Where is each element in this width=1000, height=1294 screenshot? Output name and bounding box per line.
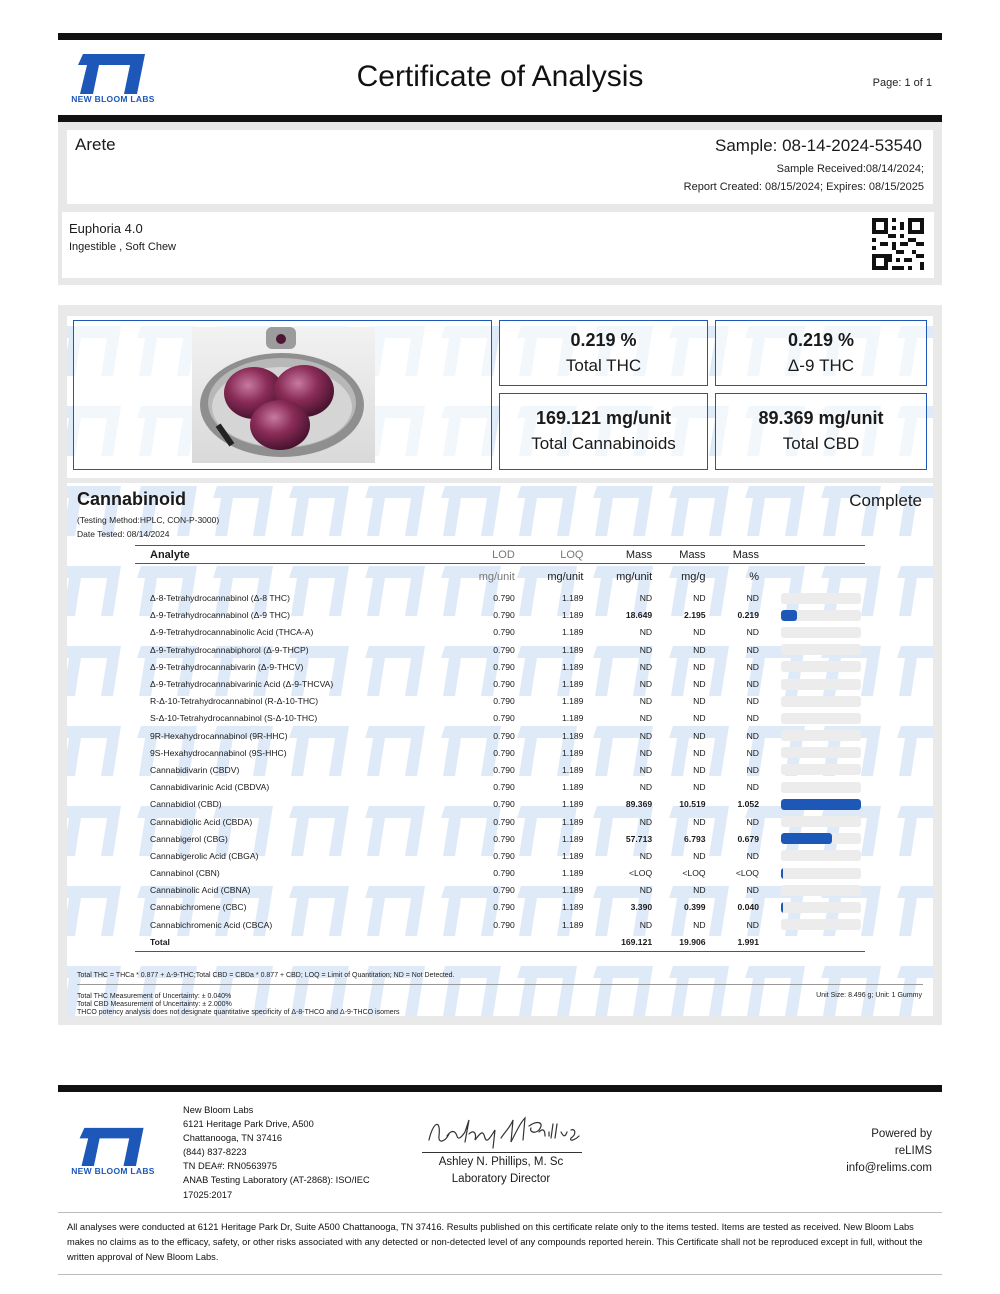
disclaimer-rule	[58, 1212, 942, 1213]
concentration-bar-fill	[781, 868, 783, 879]
signer-name: Ashley N. Phillips, M. Sc	[438, 1156, 564, 1168]
signature-line	[422, 1152, 582, 1153]
powered-by-email[interactable]: info@relims.com	[846, 1162, 932, 1174]
lod-value: 0.790	[493, 885, 515, 896]
col-mass-pct: Mass	[710, 546, 763, 564]
mass-pct-value: ND	[746, 679, 759, 690]
watermark-mark	[745, 486, 805, 536]
watermark-mark	[897, 806, 933, 856]
watermark-mark	[67, 886, 121, 936]
loq-value: 1.189	[561, 593, 584, 604]
concentration-bar-track	[781, 850, 861, 861]
signer-block	[400, 1154, 602, 1188]
table-row	[135, 847, 865, 864]
concentration-bar-cell	[763, 779, 865, 796]
mass-mg-g-value: 2.195	[684, 610, 706, 621]
loq-value: 1.189	[561, 782, 584, 793]
client-name: Arete	[75, 135, 116, 154]
mass-pct-value: ND	[746, 747, 759, 758]
top-rule	[58, 33, 942, 40]
sample-received: Sample Received:08/14/2024;	[776, 163, 924, 175]
lod-value: 0.790	[493, 799, 515, 810]
total-thc-value: 0.219 %	[570, 330, 637, 350]
concentration-bar-cell	[763, 813, 865, 830]
loq-value: 1.189	[561, 747, 584, 758]
analyte-name: Δ-9-Tetrahydrocannabinolic Acid (THCA-A)	[150, 627, 314, 638]
table-row	[135, 624, 865, 641]
table-units-row	[135, 564, 865, 590]
concentration-bar-track	[781, 713, 861, 724]
mass-mg-g-value: ND	[693, 816, 706, 827]
product-photo-image	[192, 327, 375, 463]
watermark-mark	[897, 566, 933, 616]
header-rule	[58, 115, 942, 122]
analyte-name: Δ-9-Tetrahydrocannabivarinic Acid (Δ-9-THCVA)	[150, 679, 334, 690]
loq-value: 1.189	[561, 816, 584, 827]
watermark-mark	[67, 806, 121, 856]
mass-pct-value: ND	[746, 885, 759, 896]
watermark-mark	[517, 486, 577, 536]
footer-logo	[67, 1124, 159, 1176]
concentration-bar-cell	[763, 796, 865, 813]
results-table	[135, 545, 865, 952]
analyte-name: Δ-9-Tetrahydrocannabivarin (Δ-9-THCV)	[150, 661, 304, 672]
uncertainty-thc: Total THC Measurement of Uncertainty: ± 0.040%	[77, 993, 232, 1000]
concentration-bar-track	[781, 730, 861, 741]
concentration-bar-cell	[763, 641, 865, 658]
footer-rule	[58, 1085, 942, 1092]
loq-value: 1.189	[561, 644, 584, 655]
mass-pct-value: <LOQ	[735, 868, 759, 879]
analyte-name: Cannabidiol (CBD)	[150, 799, 222, 810]
watermark-mark	[67, 646, 121, 696]
footer-logo-text: NEW BLOOM LABS	[71, 1166, 155, 1176]
concentration-bar-cell	[763, 675, 865, 692]
lab-anab-1: ANAB Testing Laboratory (AT-2868): ISO/IEC	[183, 1175, 370, 1186]
date-tested: Date Tested: 08/14/2024	[77, 529, 170, 539]
new-bloom-logo-icon	[67, 1124, 159, 1166]
lod-value: 0.790	[493, 833, 515, 844]
loq-value: 1.189	[561, 850, 584, 861]
analyte-name: Cannabidiolic Acid (CBDA)	[150, 816, 253, 827]
table-row	[135, 830, 865, 847]
lod-value: 0.790	[493, 730, 515, 741]
table-row	[135, 796, 865, 813]
table-row	[135, 710, 865, 727]
lod-value: 0.790	[493, 593, 515, 604]
d9-thc-value: 0.219 %	[787, 330, 855, 350]
table-row	[135, 882, 865, 899]
mass-mg-unit-value: ND	[639, 679, 653, 690]
report-dates: Report Created: 08/15/2024; Expires: 08/15/2025	[683, 181, 924, 193]
section-divider	[67, 478, 933, 483]
lod-value: 0.790	[493, 696, 515, 707]
watermark-mark	[365, 486, 425, 536]
table-header-row	[135, 546, 865, 564]
table-row	[135, 899, 865, 916]
concentration-bar-cell	[763, 847, 865, 864]
loq-value: 1.189	[561, 696, 584, 707]
mass-mg-unit-value: ND	[639, 850, 653, 861]
total-thc-label: Total THC	[565, 356, 642, 375]
loq-value: 1.189	[561, 902, 584, 913]
col-mass-mg-unit: Mass	[587, 546, 656, 564]
concentration-bar-fill	[781, 799, 861, 810]
analyte-name: Δ-9-Tetrahydrocannabinol (Δ-9 THC)	[150, 610, 290, 621]
mass-mg-g-value: ND	[693, 679, 706, 690]
mass-mg-g-value: ND	[693, 850, 706, 861]
total-cbd-value: 89.369 mg/unit	[758, 408, 884, 428]
mass-mg-g-value: 10.519	[679, 799, 706, 810]
concentration-bar-cell	[763, 590, 865, 607]
col-mass-mg-g: Mass	[656, 546, 709, 564]
total-cannabinoids-value: 169.121 mg/unit	[535, 408, 672, 428]
lab-address	[183, 1103, 370, 1202]
mass-mg-unit-value: 57.713	[625, 833, 653, 844]
mass-mg-g-value: ND	[693, 644, 706, 655]
mass-mg-g-value: ND	[693, 713, 706, 724]
testing-method: (Testing Method:HPLC, CON-P-3000)	[77, 515, 220, 525]
lod-value: 0.790	[493, 661, 515, 672]
analyte-name: 9R-Hexahydrocannabinol (9R-HHC)	[150, 730, 288, 741]
concentration-bar-cell	[763, 916, 865, 933]
lod-value: 0.790	[493, 610, 515, 621]
mass-pct-value: 0.219	[737, 610, 759, 621]
concentration-bar-fill	[781, 833, 832, 844]
unit-mass-pct: %	[749, 570, 759, 583]
metric-total-cbd	[715, 393, 927, 470]
analyte-name: R-Δ-10-Tetrahydrocannabinol (R-Δ-10-THC)	[150, 696, 319, 707]
product-type: Ingestible , Soft Chew	[69, 241, 177, 253]
analyte-name: Cannabigerol (CBG)	[150, 833, 228, 844]
mass-pct-value: ND	[746, 696, 759, 707]
uncertainty-cbd: Total CBD Measurement of Uncertainty: ± 2.000%	[77, 1001, 232, 1008]
formula-note: Total THC = THCa * 0.877 + Δ-9-THC;Total CBD = CBDa * 0.877 + CBD; LOQ = Limit of Quantitation; ND = Not Detected.	[77, 972, 455, 979]
lod-value: 0.790	[493, 713, 515, 724]
analyte-name: Cannabidivarin (CBDV)	[150, 764, 240, 775]
loq-value: 1.189	[561, 919, 584, 930]
lod-value: 0.790	[493, 644, 515, 655]
table-row	[135, 916, 865, 933]
lod-value: 0.790	[493, 747, 515, 758]
loq-value: 1.189	[561, 764, 584, 775]
analyte-name: Cannabichromene (CBC)	[150, 902, 247, 913]
concentration-bar-track	[781, 696, 861, 707]
mass-mg-unit-value: ND	[639, 764, 653, 775]
mass-mg-g-value: 0.399	[684, 902, 706, 913]
table-row	[135, 779, 865, 796]
concentration-bar-cell	[763, 899, 865, 916]
mass-pct-value: ND	[746, 593, 759, 604]
bottom-rule	[58, 1274, 942, 1275]
lod-value: 0.790	[493, 868, 515, 879]
powered-by-label: Powered by	[871, 1128, 932, 1140]
lod-value: 0.790	[493, 902, 515, 913]
concentration-bar-track	[781, 868, 861, 879]
analyte-name: Cannabinolic Acid (CBNA)	[150, 885, 251, 896]
loq-value: 1.189	[561, 679, 584, 690]
lod-value: 0.790	[493, 816, 515, 827]
mass-pct-value: ND	[746, 919, 759, 930]
analyte-name: Cannabinol (CBN)	[150, 868, 220, 879]
concentration-bar-cell	[763, 830, 865, 847]
mass-pct-value: ND	[746, 782, 759, 793]
lab-name: New Bloom Labs	[183, 1105, 254, 1115]
signer-title: Laboratory Director	[451, 1173, 551, 1185]
lod-value: 0.790	[493, 627, 515, 638]
unit-lod: mg/unit	[478, 570, 515, 583]
mass-pct-value: ND	[746, 730, 759, 741]
watermark-mark	[593, 486, 653, 536]
concentration-bar-track	[781, 782, 861, 793]
col-loq: LOQ	[519, 546, 588, 564]
table-row	[135, 813, 865, 830]
mass-pct-value: ND	[746, 850, 759, 861]
concentration-bar-cell	[763, 658, 865, 675]
total-pct: 1.991	[710, 933, 763, 951]
table-total-row	[135, 933, 865, 951]
concentration-bar-fill	[781, 610, 797, 621]
unit-mass-mg-unit: mg/unit	[616, 570, 653, 583]
mass-mg-g-value: ND	[693, 782, 706, 793]
logo-text: NEW BLOOM LABS	[71, 94, 155, 104]
mass-mg-g-value: ND	[693, 627, 706, 638]
lod-value: 0.790	[493, 679, 515, 690]
mass-mg-unit-value: ND	[639, 919, 653, 930]
loq-value: 1.189	[561, 868, 584, 879]
mass-mg-unit-value: ND	[639, 747, 653, 758]
concentration-bar-track	[781, 661, 861, 672]
analyte-name: Δ-8-Tetrahydrocannabinol (Δ-8 THC)	[150, 593, 290, 604]
loq-value: 1.189	[561, 610, 584, 621]
mass-mg-unit-value: 3.390	[630, 902, 653, 913]
table-row	[135, 658, 865, 675]
analyte-name: Δ-9-Tetrahydrocannabiphorol (Δ-9-THCP)	[150, 644, 309, 655]
concentration-bar-cell	[763, 693, 865, 710]
total-cbd-label: Total CBD	[782, 434, 860, 453]
disclaimer: All analyses were conducted at 6121 Heritage Park Dr, Suite A500 Chattanooga, TN 37416. Results published on this certificate relate only to the items tested. Items are tested as received. New Bloom Labs makes no claims as to the efficacy, safety, or other risks associated with any detected or non-detected level of any compounds reported herein. This Certificate shall not be reproduced except in full, without the written approval of New Bloom Labs.	[67, 1222, 923, 1262]
metric-total-cannabinoids	[499, 393, 708, 470]
powered-by-vendor: reLIMS	[894, 1145, 932, 1157]
concentration-bar-track	[781, 885, 861, 896]
section-status: Complete	[849, 491, 922, 510]
unit-loq: mg/unit	[547, 570, 584, 583]
concentration-bar-cell	[763, 624, 865, 641]
mass-mg-g-value: ND	[693, 885, 706, 896]
total-mg-g: 19.906	[656, 933, 709, 951]
concentration-bar-track	[781, 833, 861, 844]
watermark-mark	[67, 566, 121, 616]
concentration-bar-track	[781, 799, 861, 810]
analyte-name: Cannabigerolic Acid (CBGA)	[150, 850, 259, 861]
mass-mg-g-value: ND	[693, 661, 706, 672]
metric-d9-thc	[715, 320, 927, 386]
total-cannabinoids-label: Total Cannabinoids	[531, 434, 676, 453]
mass-pct-value: ND	[746, 627, 759, 638]
document-title: Certificate of Analysis	[356, 60, 644, 93]
mass-mg-unit-value: ND	[639, 782, 653, 793]
loq-value: 1.189	[561, 713, 584, 724]
loq-value: 1.189	[561, 833, 584, 844]
concentration-bar-cell	[763, 607, 865, 624]
table-row	[135, 865, 865, 882]
total-label: Total	[135, 933, 450, 951]
page-number: Page: 1 of 1	[872, 77, 932, 89]
mass-mg-unit-value: ND	[639, 885, 653, 896]
powered-by	[846, 1126, 932, 1177]
loq-value: 1.189	[561, 799, 584, 810]
loq-value: 1.189	[561, 627, 584, 638]
d9-thc-label: Δ-9 THC	[787, 356, 855, 375]
table-row	[135, 693, 865, 710]
signature-image	[425, 1112, 580, 1152]
watermark-mark	[289, 486, 349, 536]
concentration-bar-track	[781, 593, 861, 604]
mass-mg-g-value: ND	[693, 730, 706, 741]
table-row	[135, 727, 865, 744]
concentration-bar-cell	[763, 865, 865, 882]
concentration-bar-track	[781, 902, 861, 913]
mass-pct-value: ND	[746, 644, 759, 655]
mass-pct-value: ND	[746, 713, 759, 724]
total-mg-unit: 169.121	[587, 933, 656, 951]
concentration-bar-track	[781, 816, 861, 827]
lod-value: 0.790	[493, 782, 515, 793]
unit-size: Unit Size: 8.496 g; Unit: 1 Gummy	[816, 992, 922, 999]
address-line-1: 6121 Heritage Park Drive, A500	[183, 1119, 314, 1130]
table-row	[135, 744, 865, 761]
product-name: Euphoria 4.0	[69, 221, 143, 236]
address-line-2: Chattanooga, TN 37416	[183, 1133, 283, 1144]
concentration-bar-cell	[763, 710, 865, 727]
concentration-bar-track	[781, 644, 861, 655]
mass-mg-g-value: ND	[693, 919, 706, 930]
table-row	[135, 675, 865, 692]
qr-code-icon	[872, 218, 924, 270]
loq-value: 1.189	[561, 885, 584, 896]
mass-pct-value: 1.052	[737, 799, 759, 810]
concentration-bar-track	[781, 679, 861, 690]
analyte-name: Cannabichromenic Acid (CBCA)	[150, 919, 273, 930]
mass-mg-unit-value: ND	[639, 593, 653, 604]
mass-pct-value: 0.040	[737, 902, 759, 913]
mass-pct-value: ND	[746, 764, 759, 775]
mass-pct-value: 0.679	[737, 833, 759, 844]
mass-mg-unit-value: ND	[639, 696, 653, 707]
mass-mg-unit-value: 89.369	[625, 799, 653, 810]
mass-mg-unit-value: ND	[639, 627, 653, 638]
mass-mg-unit-value: ND	[639, 661, 653, 672]
watermark-mark	[897, 886, 933, 936]
col-bar	[763, 546, 865, 564]
col-lod: LOD	[450, 546, 519, 564]
mass-mg-g-value: ND	[693, 593, 706, 604]
loq-value: 1.189	[561, 730, 584, 741]
product-photo-box	[73, 320, 492, 470]
watermark-mark	[669, 486, 729, 536]
analyte-name: S-Δ-10-Tetrahydrocannabinol (S-Δ-10-THC)	[150, 713, 318, 724]
metric-total-thc	[499, 320, 708, 386]
concentration-bar-track	[781, 627, 861, 638]
mass-mg-unit-value: ND	[639, 713, 653, 724]
watermark-mark	[213, 486, 273, 536]
mass-pct-value: ND	[746, 661, 759, 672]
mass-mg-g-value: ND	[693, 696, 706, 707]
section-title: Cannabinoid	[77, 489, 186, 509]
mass-mg-g-value: ND	[693, 747, 706, 758]
concentration-bar-cell	[763, 744, 865, 761]
unit-mass-mg-g: mg/g	[681, 570, 706, 583]
lod-value: 0.790	[493, 764, 515, 775]
table-row	[135, 641, 865, 658]
notes-rule	[77, 984, 923, 985]
mass-mg-unit-value: <LOQ	[628, 868, 653, 879]
concentration-bar-fill	[781, 902, 783, 913]
mass-mg-unit-value: ND	[639, 816, 653, 827]
concentration-bar-cell	[763, 727, 865, 744]
watermark-mark	[67, 726, 121, 776]
lod-value: 0.790	[493, 919, 515, 930]
concentration-bar-track	[781, 764, 861, 775]
mass-pct-value: ND	[746, 816, 759, 827]
concentration-bar-cell	[763, 761, 865, 778]
loq-value: 1.189	[561, 661, 584, 672]
mass-mg-g-value: <LOQ	[682, 868, 706, 879]
watermark-mark	[897, 646, 933, 696]
lab-anab-2: 17025:2017	[183, 1189, 233, 1200]
table-row	[135, 761, 865, 778]
mass-mg-g-value: ND	[693, 764, 706, 775]
watermark-mark	[441, 486, 501, 536]
mass-mg-unit-value: 18.649	[625, 610, 653, 621]
lab-phone: (844) 837-8223	[183, 1147, 247, 1158]
concentration-bar-track	[781, 610, 861, 621]
concentration-bar-track	[781, 919, 861, 930]
col-analyte: Analyte	[135, 546, 450, 564]
mass-mg-g-value: 6.793	[684, 833, 706, 844]
table-row	[135, 590, 865, 607]
concentration-bar-track	[781, 747, 861, 758]
table-row	[135, 607, 865, 624]
analyte-name: 9S-Hexahydrocannabinol (9S-HHC)	[150, 747, 287, 758]
concentration-bar-cell	[763, 882, 865, 899]
analyte-name: Cannabidivarinic Acid (CBDVA)	[150, 782, 270, 793]
lab-dea: TN DEA#: RN0563975	[183, 1161, 278, 1172]
product-box	[62, 212, 934, 278]
mass-mg-unit-value: ND	[639, 730, 653, 741]
watermark-mark	[897, 726, 933, 776]
thco-note: THCO potency analysis does not designate quantitative specificity of Δ-8-THCO and Δ-9-THCO isomers	[77, 1009, 400, 1016]
sample-id: Sample: 08-14-2024-53540	[715, 136, 922, 155]
lod-value: 0.790	[493, 850, 515, 861]
mass-mg-unit-value: ND	[639, 644, 653, 655]
